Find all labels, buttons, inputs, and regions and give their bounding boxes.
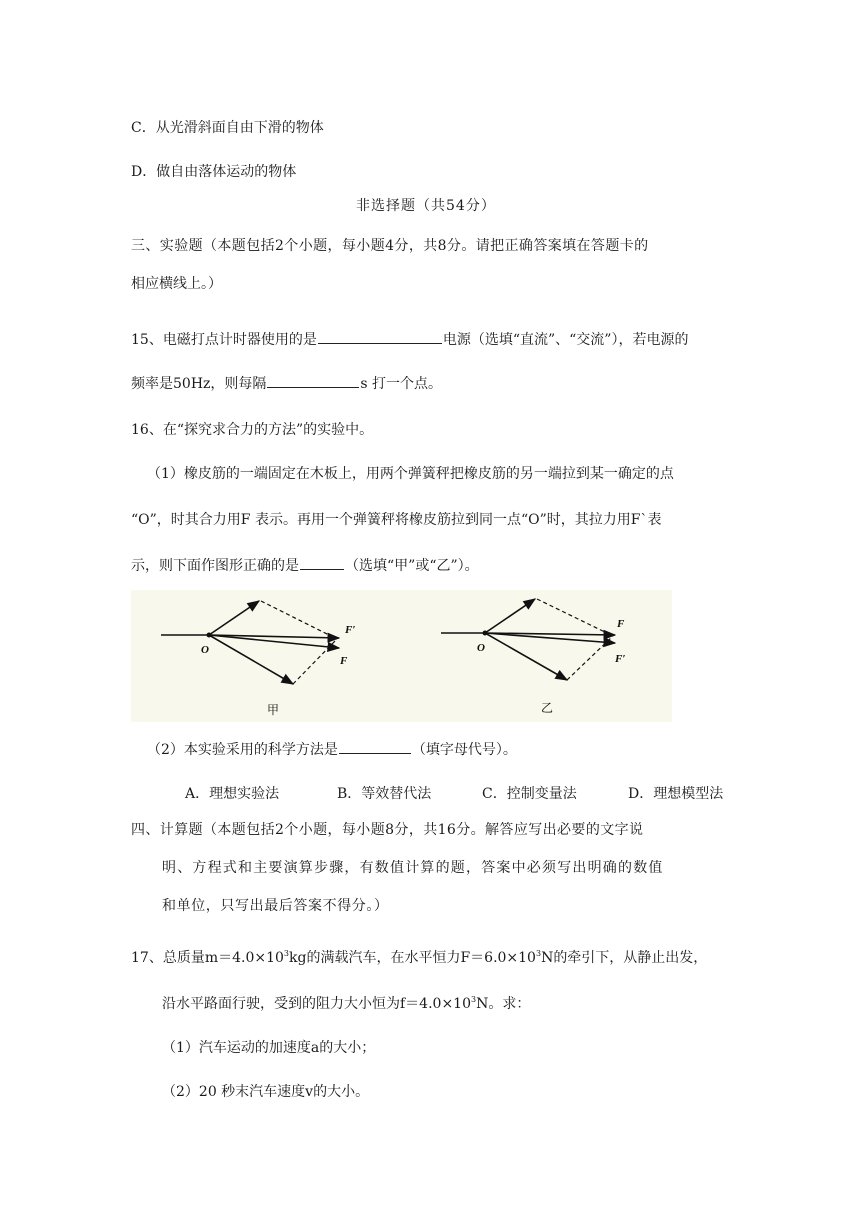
q17-l1-sup-1: 3 xyxy=(283,949,289,958)
section4-line1: 四、计算题（本题包括2个小题，每小题8分，共16分。解答应写出必要的文字说 xyxy=(131,822,644,838)
section4-line3: 和单位，只写出最后答案不得分。） xyxy=(162,898,389,914)
q16-p1-line2: “O”，时其合力用F 表示。再用一个弹簧秤将橡皮筋拉到同一点“O”时，其拉力用F`表 xyxy=(131,512,662,528)
q16-blank-1[interactable] xyxy=(300,554,344,570)
label-o-right: O xyxy=(477,642,485,654)
caption-yi: 乙 xyxy=(541,701,554,715)
q16-p2 xyxy=(147,738,517,760)
q15-line2 xyxy=(131,372,442,394)
q17-line1 xyxy=(131,948,707,968)
force-diagram-figure xyxy=(131,590,672,722)
section4-line2: 明、方程式和主要演算步骤，有数值计算的题，答案中必须写出明确的数值 xyxy=(162,860,664,876)
q16-option-b: B．等效替代法 xyxy=(337,786,432,802)
q16-p1-line3 xyxy=(131,554,479,576)
q15-blank-2[interactable] xyxy=(267,372,359,388)
q16-p1-line3-text-a: 示，则下面作图形正确的是 xyxy=(131,558,299,574)
component-force-arrow-upper-right xyxy=(485,599,535,633)
label-upper-right: F xyxy=(617,618,625,630)
option-c: C．从光滑斜面自由下滑的物体 xyxy=(131,120,324,136)
q16-p1-line1: （1）橡皮筋的一端固定在木板上，用两个弹簧秤把橡皮筋的另一端拉到某一确定的点 xyxy=(147,466,674,482)
q17-line2 xyxy=(162,994,530,1014)
q16-option-c: C．控制变量法 xyxy=(482,786,577,802)
label-upper-left: F′ xyxy=(345,624,356,636)
q17-l1-text-c: N的牵引下，从静止出发， xyxy=(541,950,708,966)
diagram-yi xyxy=(441,599,615,680)
q16-p1-line3-text-b: （选填“甲”或“乙”）。 xyxy=(345,558,479,574)
component-force-arrow-lower-right xyxy=(485,633,567,680)
section3-line2: 相应横线上。） xyxy=(131,276,222,292)
q16-blank-2[interactable] xyxy=(339,738,411,754)
q16-p2-text-b: （填字母代号）。 xyxy=(411,742,517,758)
q15-blank-1[interactable] xyxy=(318,328,442,344)
component-force-arrow-upper-left xyxy=(209,601,259,635)
section3-line1: 三、实验题（本题包括2个小题，每小题4分，共8分。请把正确答案填在答题卡的 xyxy=(131,238,649,254)
label-lower-right: F′ xyxy=(615,653,626,665)
q17-l1-text-b: kg的满载汽车，在水平恒力F＝6.0×10 xyxy=(289,950,536,966)
q15-line2-text-a: 频率是50Hz，则每隔 xyxy=(131,376,267,392)
q17-part2: （2）20 秒末汽车速度v的大小。 xyxy=(162,1084,370,1100)
caption-jia: 甲 xyxy=(267,703,280,717)
q17-l1-sup-2: 3 xyxy=(535,949,542,958)
q15-line1-text-b: 电源（选填“直流”、“交流”），若电源的 xyxy=(442,332,689,348)
q16-p2-text-a: （2）本实验采用的科学方法是 xyxy=(147,742,338,758)
q15-line1-text-a: 15、电磁打点计时器使用的是 xyxy=(131,332,317,348)
q16-option-a: A．理想实验法 xyxy=(185,786,280,802)
q16-option-d: D．理想模型法 xyxy=(628,786,724,802)
q17-l2-text-a: 沿水平路面行驶，受到的阻力大小恒为f＝4.0×10 xyxy=(162,996,471,1012)
option-d: D．做自由落体运动的物体 xyxy=(131,164,297,180)
q15-line2-text-b: s 打一个点。 xyxy=(360,376,443,392)
parallelogram-dashed-upper-left xyxy=(261,601,337,639)
q17-l2-text-b: N。求： xyxy=(476,996,531,1012)
section-heading-nonchoice: 非选择题（共54分） xyxy=(356,198,496,214)
q15-line1 xyxy=(131,328,688,350)
q17-l1-text-a: 17、总质量m＝4.0×10 xyxy=(131,950,284,966)
q16-title: 16、在“探究求合力的方法”的实验中。 xyxy=(131,422,374,438)
parallelogram-dashed-upper-right xyxy=(537,599,613,636)
label-o-left: O xyxy=(201,644,209,656)
diagram-jia xyxy=(161,601,339,684)
label-lower-left: F xyxy=(340,655,348,667)
q17-l2-sup: 3 xyxy=(471,995,477,1004)
q17-part1: （1）汽车运动的加速度a的大小； xyxy=(162,1040,376,1056)
